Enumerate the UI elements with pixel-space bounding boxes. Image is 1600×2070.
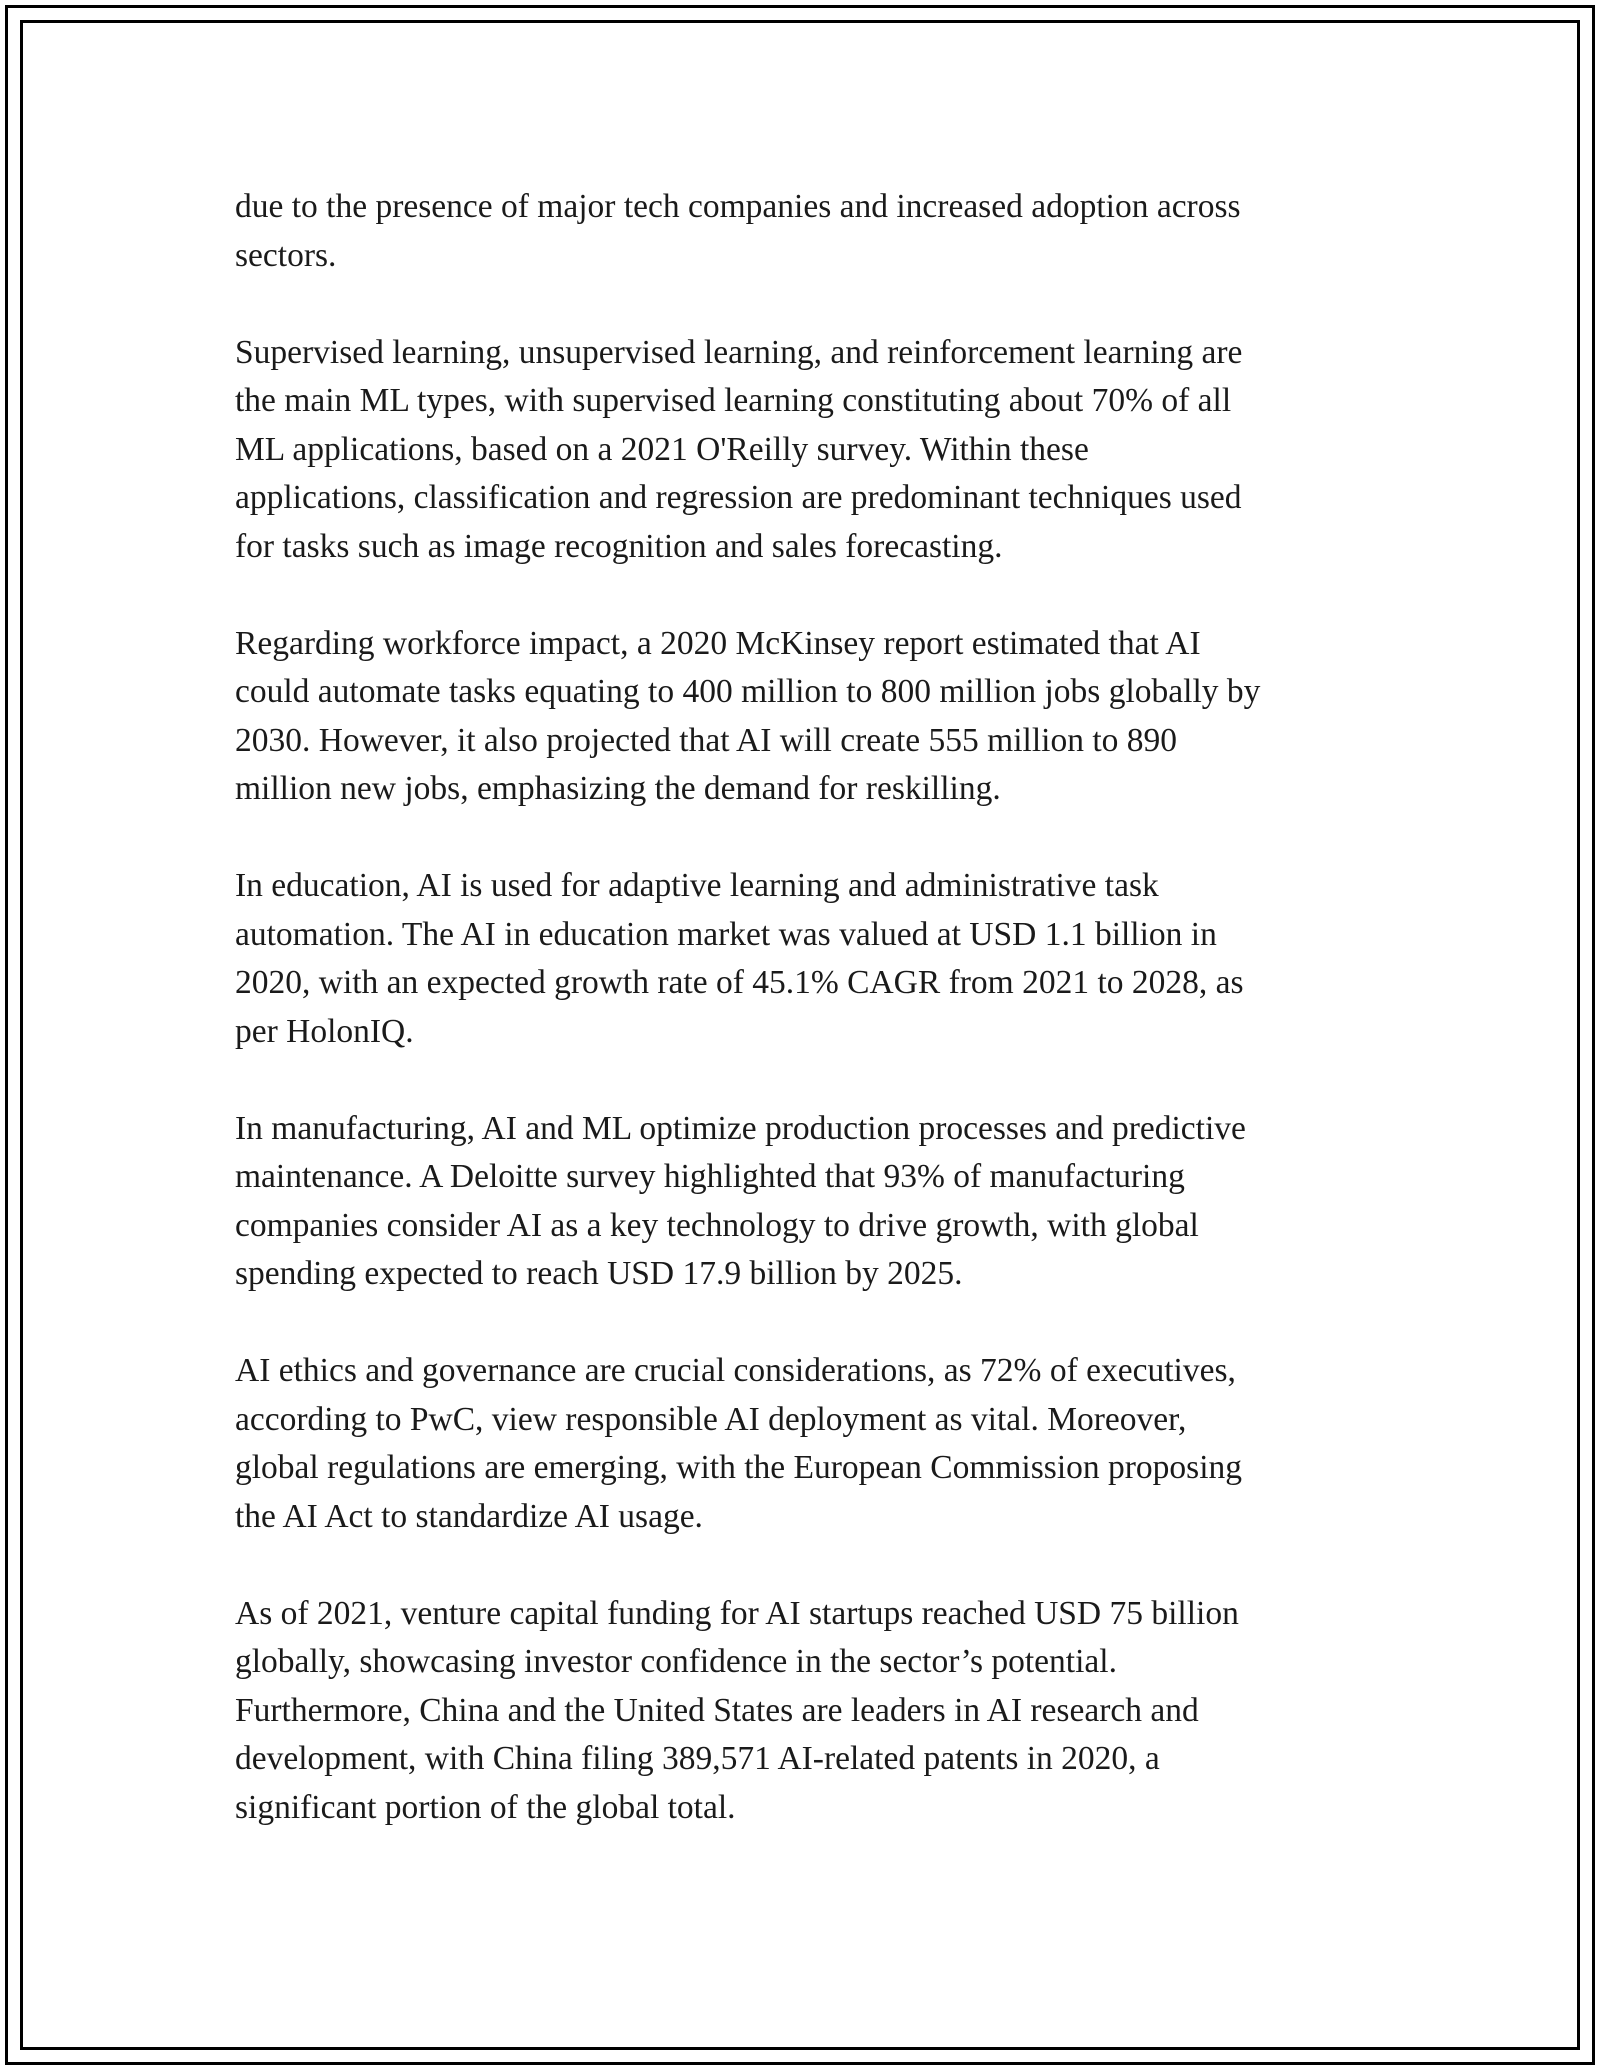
document-body xyxy=(235,183,1385,1881)
paragraph-market-presence: due to the presence of major tech companies and increased adoption across sectors. xyxy=(235,188,1241,274)
paragraph-venture-funding: As of 2021, venture capital funding for AI startups reached USD 75 billion globally, showcasing investor confidence in the sector’s potential. Furthermore, China and the United States are leaders in AI research and development, with China filing 389,571 AI-related patents in 2020, a significant portion of the global total. xyxy=(235,1594,1239,1826)
paragraph-manufacturing: In manufacturing, AI and ML optimize production processes and predictive maintenance. A Deloitte survey highlighted that 93% of manufacturing companies consider AI as a key technology to drive growth, with global spending expected to reach USD 17.9 billion by 2025. xyxy=(235,1109,1246,1292)
paragraph-workforce-impact: Regarding workforce impact, a 2020 McKinsey report estimated that AI could automate tasks equating to 400 million to 800 million jobs globally by 2030. However, it also projected that AI will create 555 million to 890 million new jobs, emphasizing the demand for reskilling. xyxy=(235,624,1261,807)
paragraph-education: In education, AI is used for adaptive learning and administrative task automation. The AI in education market was valued at USD 1.1 billion in 2020, with an expected growth rate of 45.1% CAGR from 2021 to 2028, as per HolonIQ. xyxy=(235,867,1244,1050)
paragraph-ml-types: Supervised learning, unsupervised learning, and reinforcement learning are the main ML types, with supervised learning constituting about 70% of all ML applications, based on a 2021 O'Reilly survey. Within these applications, classification and regression are predominant techniques used for tasks such as image recognition and sales forecasting. xyxy=(235,333,1243,565)
paragraph-ethics-governance: AI ethics and governance are crucial considerations, as 72% of executives, according to PwC, view responsible AI deployment as vital. Moreover, global regulations are emerging, with the European Commission proposing the AI Act to standardize AI usage. xyxy=(235,1352,1242,1535)
